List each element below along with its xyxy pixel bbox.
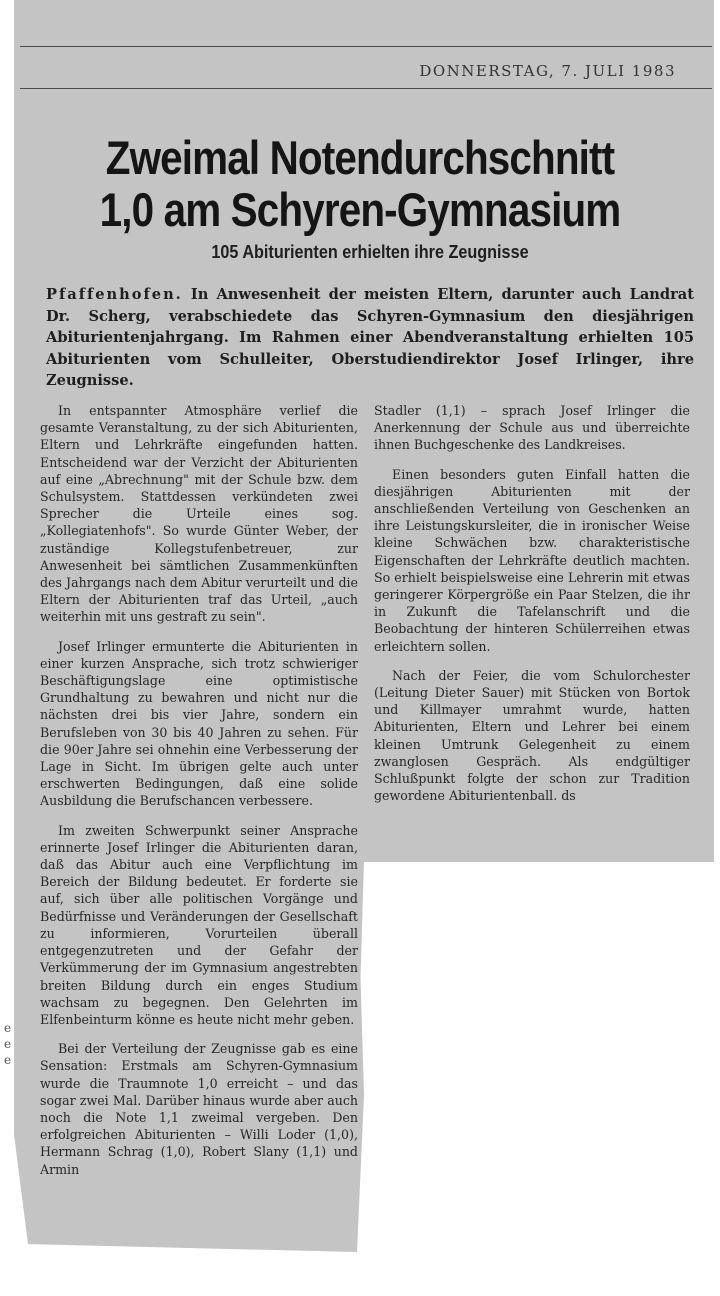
- body-paragraph: In entspannter Atmosphäre verlief die gesamte Veranstaltung, zu der sich Abiturienten, Eltern und Lehrkräfte eingefunden hatten. Entscheidend war der Verzicht der Abiturienten auf eine „Abrechnung" mit der Schule bzw. dem Schulsystem. Stattdessen verkündeten zwei Sprecher die Urteile eines sog. „Kollegiatenhofs". So wurde Günter Weber, der zuständige Kollegstufenbetreuer, zur Anwesenheit bei sämtlichen Zusammenkünften des Jahrgangs nach dem Abitur verurteilt und die Eltern der Abiturienten traf das Urteil, „auch weiterhin mit uns gestraft zu sein".: [40, 403, 358, 625]
- left-column: [40, 402, 358, 1190]
- dateline: DONNERSTAG, 7. JULI 1983: [419, 62, 676, 80]
- right-column: [374, 402, 690, 816]
- edge-marks: [4, 1020, 11, 1068]
- body-paragraph: Im zweiten Schwerpunkt seiner Ansprache erinnerte Josef Irlinger die Abiturienten daran, daß das Abitur auch eine Verpflichtung im Bereich der Bildung bedeutet. Er forderte sie auf, sich über alle politischen Vorgänge und Bedürfnisse und Veränderungen der Gesellschaft zu informieren, Vorurteilen überall entgegenzutreten und der Gefahr der Verkümmerung der im Gymnasium angestrebten breiten Bildung durch ein enges Studium wachsam zu begegnen. Den Gelehrten im Elfenbeinturm könne es heute nicht mehr geben.: [40, 822, 358, 1027]
- header-rule-bottom: [20, 88, 712, 89]
- body-paragraph: Nach der Feier, die vom Schulorchester (Leitung Dieter Sauer) mit Stücken von Bortok und Killmayer umrahmt wurde, hatten Abiturienten, Eltern und Lehrer bei einem kleinen Umtrunk Gelegenheit zu einem zwanglosen Gespräch. Als endgültiger Schlußpunkt folgte der schon zur Tradition gewordene Abiturientenball. ds: [374, 667, 690, 804]
- edge-mark: e: [4, 1053, 12, 1067]
- body-paragraph: Josef Irlinger ermunterte die Abiturienten in einer kurzen Ansprache, sich trotz schwieriger Beschäftigungslage eine optimistische Grundhaltung zu bewahren und nicht nur die nächsten drei bis vier Jahre, sondern ein Berufsleben von 30 bis 40 Jahren zu sehen. Für die 90er Jahre sei ohnehin eine Verbesserung der Lage in Sicht. Im übrigen gelte auch unter erschwerten Bedingungen, daß eine solide Ausbildung die Berufschancen verbessere.: [40, 638, 358, 809]
- lead-location: Pfaffenhofen.: [46, 286, 183, 303]
- body-paragraph: Einen besonders guten Einfall hatten die diesjährigen Abiturienten mit der anschließenden Verteilung von Geschenken an ihre Leistungskursleiter, die in ironischer Weise kleine Schwächen bzw. charakteristische Eigenschaften der Lehrkräfte deutlich machten. So erhielt beispielsweise eine Lehrerin mit etwas geringerer Körpergröße ein Paar Stelzen, die ihr in Zukunft die Tafelanschrift und die Beobachtung der hinteren Schülerreihen etwas erleichtern sollen.: [374, 466, 690, 654]
- body-paragraph: Bei der Verteilung der Zeugnisse gab es eine Sensation: Erstmals am Schyren-Gymnasium wurde die Traumnote 1,0 erreicht – und das sogar zwei Mal. Darüber hinaus wurde aber auch noch die Note 1,1 zweimal vergeben. Den erfolgreichen Abiturienten – Willi Loder (1,0), Hermann Schrag (1,0), Robert Slany (1,1) und Armin: [40, 1041, 358, 1177]
- headline-line-1: Zweimal Notendurchschnitt: [105, 131, 615, 184]
- subheadline: 105 Abiturienten erhielten ihre Zeugnisse: [211, 242, 529, 262]
- lead-text: In Anwesenheit der meisten Eltern, darunter auch Landrat Dr. Scherg, verabschiedete das Schyren-Gymnasium den diesjährigen Abiturientenjahrgang. Im Rahmen einer Abendveranstaltung erhielten 105 Abiturienten vom Schulleiter, Oberstudiendirektor Josef Irlinger, ihre Zeugnisse.: [46, 286, 694, 389]
- edge-mark: e: [4, 1037, 12, 1051]
- headline-line-2: 1,0 am Schyren-Gymnasium: [99, 183, 621, 236]
- body-paragraph: Stadler (1,1) – sprach Josef Irlinger die Anerkennung der Schule aus und überreichte ihnen Buchgeschenke des Landkreises.: [374, 403, 690, 453]
- header-rule-top: [20, 46, 712, 47]
- edge-mark: e: [4, 1021, 12, 1035]
- lead-paragraph: [46, 284, 694, 392]
